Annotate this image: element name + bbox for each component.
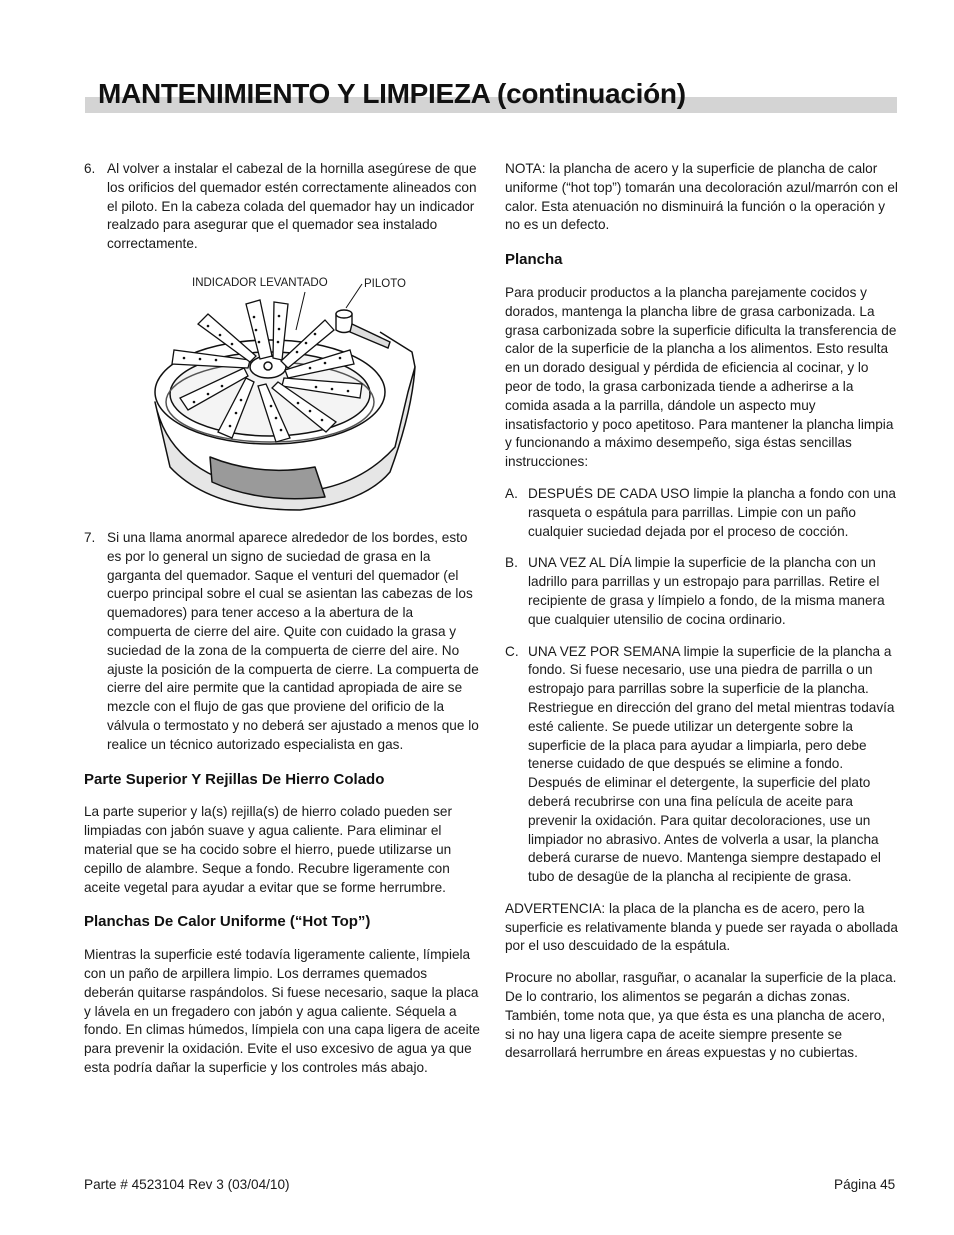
step-letter: B. (505, 555, 518, 571)
burner-drawing (150, 272, 420, 512)
step-b (505, 554, 898, 629)
burner-illustration (150, 272, 420, 512)
step-number: 6. (84, 161, 96, 176)
section-text-cast-iron: La parte superior y la(s) rejilla(s) de hierro colado pueden ser limpiadas con jabón suave y agua caliente. Para eliminar el material que se ha cocido sobre el hierro, puede utilizarse un cepillo de alambre. Seque a fondo. Recubre ligeramente con aceite vegetal para ayudar a evitar que se forme herrumbre. (84, 804, 452, 895)
step-text: UNA VEZ AL DÍA limpie la superficie de la plancha con un ladrillo para parrillas y un estropajo para parrillas. Retire el recipiente de grasa y límpielo a fondo, de la misma manera que cualquier utensilio de cocina ordinario. (528, 555, 885, 627)
footer-part-number: Parte # 4523104 Rev 3 (03/04/10) (84, 1177, 290, 1192)
step-7 (84, 529, 480, 755)
section-text-plancha: Para producir productos a la plancha parejamente cocidos y dorados, mantenga la plancha libre de grasa carbonizada. La grasa carbonizada sobre la superficie dificulta la transferencia de calor de la superficie de la plancha a los alimentos. Esto resulta en un dorado desigual y pérdida de eficiencia al cocinar, y lo peor de todo, la grasa carbonizada tiende a adherirse a la comida asada a la parrilla, dándole un aspecto muy insatisfactorio y poco apetitoso. Para mantener la plancha limpia y funcionando a máximo desempeño, siga éstas sencillas instrucciones: (505, 284, 897, 470)
label-pilot: PILOTO (364, 278, 406, 290)
step-text: Al volver a instalar el cabezal de la hornilla asegúrese de que los orificios del quemador estén correctamente alineados con el piloto. En la cabeza colada del quemador hay un indicador realzado para asegurar que el quemador sea instalado correctamente. (107, 161, 477, 252)
step-a (505, 485, 898, 541)
step-text: DESPUÉS DE CADA USO limpie la plancha a fondo con una rasqueta o espátula para parrillas. Limpie con un paño cualquier suciedad dejada por el proceso de cocción. (528, 485, 896, 539)
step-c (505, 643, 898, 887)
step-letter: A. (505, 485, 518, 501)
step-text: Si una llama anormal aparece alrededor de los bordes, esto es por lo general un signo de suciedad de grasa en la garganta del quemador. Saque el venturi del quemador (el cuerpo principal sobre el cual se asientan las cabezas de los quemadores) para tener acceso a la abertura de la compuerta de cierre del aire. Quite con cuidado la grasa y suciedad de la zona de la compuerta de cierre del aire. No ajuste la posición de la compuerta de cierre. La compuerta de cierre del aire permite que la cantidad apropiada de aire se mezcle con el flujo de gas que proviene del orificio de la válvula o termostato y no deberá ser ajustado a menos que lo realice un técnico autorizado especialista en gas. (107, 529, 479, 752)
note-text: NOTA: la plancha de acero y la superficie de plancha de calor uniforme (“hot top”) tomarán una decoloración azul/marrón con el calor. Esta atenuación no disminuirá la función o la operación y no es un defecto. (505, 161, 898, 233)
section-heading-cast-iron: Parte Superior Y Rejillas De Hierro Colado (84, 770, 385, 788)
warning-text: ADVERTENCIA: la placa de la plancha es de acero, pero la superficie es relativamente blanda y puede ser rayada o abollada por el uso descuidado de la espátula. (505, 900, 898, 954)
step-number: 7. (84, 529, 96, 545)
step-letter: C. (505, 643, 519, 659)
label-indicator: INDICADOR LEVANTADO (192, 277, 328, 289)
step-6 (84, 160, 480, 254)
right-column (505, 160, 898, 1063)
page-title: MANTENIMIENTO Y LIMPIEZA (continuación) (98, 78, 686, 109)
final-text: Procure no abollar, rasguñar, o acanalar la superficie de la placa. De lo contrario, los alimentos se pegarán a dichas zonas. También, tome nota que, ya que ésta es una plancha de acero, si no hay una ligera capa de aceite siempre presente se desarrollará herrumbre en áreas expuestas y no cubiertas. (505, 970, 897, 1061)
step-text: UNA VEZ POR SEMANA limpie la superficie de la plancha a fondo. Si fuese necesario, use una piedra de parrilla o un estropajo para parrillas sobre la superficie de la plancha. Restriegue en dirección del grano del metal mientras todavía esté caliente. Se puede utilizar un detergente sobre la superficie de la placa para ayudar a limpiarla, pero debe tenerse cuidado de que después se elimine a fondo. Después de eliminar el detergente, la superficie del plato deberá recubrirse con una fina película de aceite para prevenir la oxidación. Para quitar decoloraciones, use un limpiador no abrasivo. Antes de volverla a usar, la plancha deberá curarse de nuevo. Mantenga siempre destapado el tubo de desagüe de la plancha al recipiente de grasa. (528, 643, 895, 885)
section-text-hot-top: Mientras la superficie esté todavía ligeramente caliente, límpiela con un paño de arpillera limpio. Los derrames quemados deberán quitarse raspándolos. Si fuese necesario, saque la placa y lávela en un fregadero con jabón y agua caliente. Séquela a fondo. En climas húmedos, límpiela con una capa ligera de aceite para prevenir la oxidación. Evite el uso excesivo de agua ya que esta podría dañar la superficie y los controles más abajo. (84, 947, 480, 1075)
section-heading-plancha: Plancha (505, 251, 563, 269)
section-heading-hot-top: Planchas De Calor Uniforme (“Hot Top”) (84, 913, 371, 931)
footer-page-number: Página 45 (834, 1177, 896, 1192)
